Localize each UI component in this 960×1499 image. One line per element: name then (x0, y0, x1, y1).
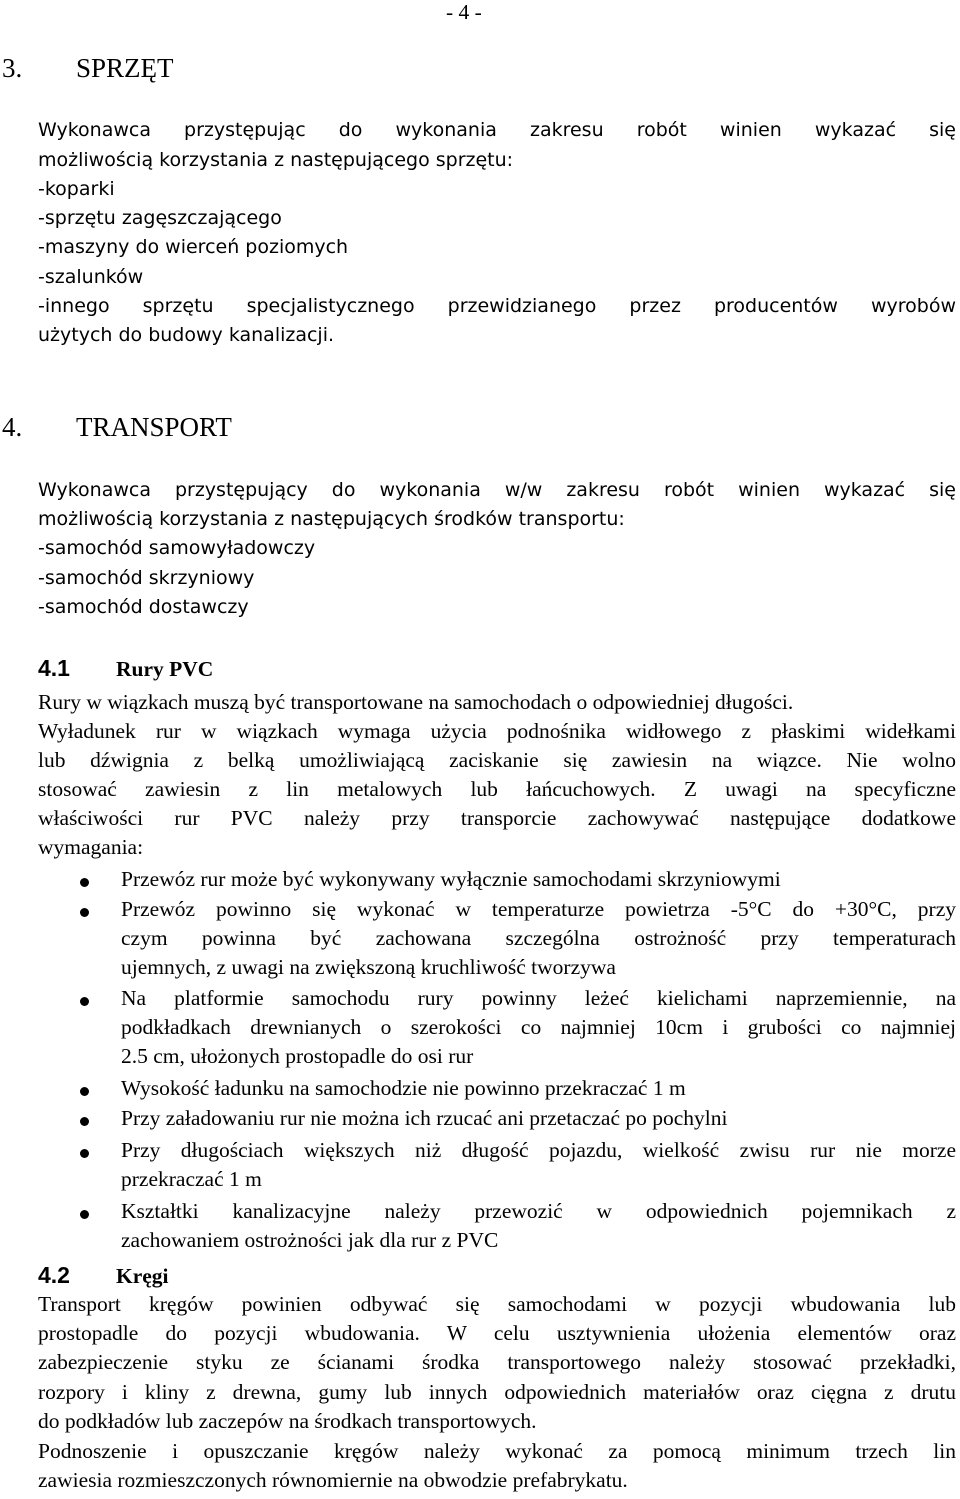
section-4-list-item: -samochód skrzyniowy (38, 567, 255, 589)
page-number: - 4 - (446, 0, 482, 24)
bullet-icon (80, 908, 89, 917)
bullet-icon (80, 1117, 89, 1126)
bullet-item: 2.5 cm, ułożonych prostopadle do osi rur (121, 1044, 474, 1068)
section-3-list-item: -innego sprzętu specjalistycznego przewidzianego przez producentów wyrobów (38, 295, 956, 317)
bullet-icon (80, 878, 89, 887)
bullet-icon (80, 997, 89, 1006)
section-3-line: Wykonawca przystępując do wykonania zakresu robót winien wykazać się (38, 119, 956, 141)
section-4-list-item: -samochód samowyładowczy (38, 537, 316, 559)
section-4-2-line: Podnoszenie i opuszczanie kręgów należy wykonać za pomocą minimum trzech lin (38, 1439, 956, 1463)
section-4-1-line: wymagania: (38, 835, 144, 859)
section-3-line: użytych do budowy kanalizacji. (38, 324, 335, 346)
bullet-item: Wysokość ładunku na samochodzie nie powinno przekraczać 1 m (121, 1076, 686, 1100)
section-4-2-line: prostopadle do pozycji wbudowania. W celu usztywnienia ułożenia elementów oraz (38, 1321, 956, 1345)
section-3-list-item: -szalunków (38, 266, 144, 288)
section-4-1-line: właściwości rur PVC należy przy transporcie zachowywać następujące dodatkowe (38, 806, 956, 830)
bullet-item: ujemnych, z uwagi na zwiększoną kruchliwość tworzywa (121, 955, 616, 979)
section-4-title: TRANSPORT (76, 412, 232, 442)
bullet-icon (80, 1149, 89, 1158)
section-4-1-line: Wyładunek rur w wiązkach wymaga użycia podnośnika widłowego z płaskimi widełkami (38, 719, 956, 743)
section-4-2-line: rozpory i kliny z drewna, gumy lub innych odpowiednich materiałów oraz cięgna z drutu (38, 1380, 956, 1404)
section-4-2-line: Transport kręgów powinien odbywać się samochodami w pozycji wbudowania lub (38, 1292, 956, 1316)
section-4-2-line: zabezpieczenie styku ze ścianami środka transportowego należy stosować przekładki, (38, 1350, 956, 1374)
bullet-item: Na platformie samochodu rury powinny leżeć kielichami naprzemiennie, na (121, 986, 956, 1010)
bullet-item: podkładkach drewnianych o szerokości co najmniej 10cm i grubości co najmniej (121, 1015, 956, 1039)
bullet-item: Kształtki kanalizacyjne należy przewozić w odpowiednich pojemnikach z (121, 1199, 956, 1223)
section-3-title: SPRZĘT (76, 53, 174, 83)
section-4-1-line: stosować zawiesin z lin metalowych lub łańcuchowych. Z uwagi na specyficzne (38, 777, 956, 801)
section-3-number: 3. (2, 53, 23, 83)
section-3-list-item: -koparki (38, 178, 115, 200)
bullet-item: Przewóz rur może być wykonywany wyłącznie samochodami skrzyniowymi (121, 867, 781, 891)
bullet-item: czym powinna być zachowana szczególna ostrożność przy temperaturach (121, 926, 956, 950)
bullet-item: przekraczać 1 m (121, 1167, 262, 1191)
section-4-2-line: zawiesia rozmieszczonych równomiernie na obwodzie prefabrykatu. (38, 1468, 628, 1492)
section-3-list-item: -sprzętu zagęszczającego (38, 207, 282, 229)
section-4-2-title: Kręgi (116, 1264, 169, 1288)
section-4-1-line: lub dźwignia z belką umożliwiającą zaciskanie się zawiesin na wiązce. Nie wolno (38, 748, 956, 772)
bullet-icon (80, 1210, 89, 1219)
bullet-item: Przewóz powinno się wykonać w temperaturze powietrza -5°C do +30°C, przy (121, 897, 956, 921)
bullet-icon (80, 1087, 89, 1096)
section-3-line: możliwością korzystania z następującego sprzętu: (38, 149, 514, 171)
section-4-1-line: Rury w wiązkach muszą być transportowane na samochodach o odpowiedniej długości. (38, 690, 794, 714)
section-4-line: możliwością korzystania z następujących środków transportu: (38, 508, 625, 530)
section-3-list-item: -maszyny do wierceń poziomych (38, 236, 349, 258)
section-4-1-number: 4.1 (38, 655, 70, 681)
bullet-item: Przy załadowaniu rur nie można ich rzucać ani przetaczać po pochylni (121, 1106, 728, 1130)
bullet-item: Przy długościach większych niż długość pojazdu, wielkość zwisu rur nie morze (121, 1138, 956, 1162)
section-4-number: 4. (2, 412, 23, 442)
section-4-2-line: do podkładów lub zaczepów na środkach transportowych. (38, 1409, 537, 1433)
section-4-line: Wykonawca przystępujący do wykonania w/w zakresu robót winien wykazać się (38, 479, 956, 501)
section-4-1-title: Rury PVC (116, 657, 214, 681)
bullet-item: zachowaniem ostrożności jak dla rur z PVC (121, 1228, 499, 1252)
section-4-list-item: -samochód dostawczy (38, 596, 249, 618)
section-4-2-number: 4.2 (38, 1262, 70, 1288)
